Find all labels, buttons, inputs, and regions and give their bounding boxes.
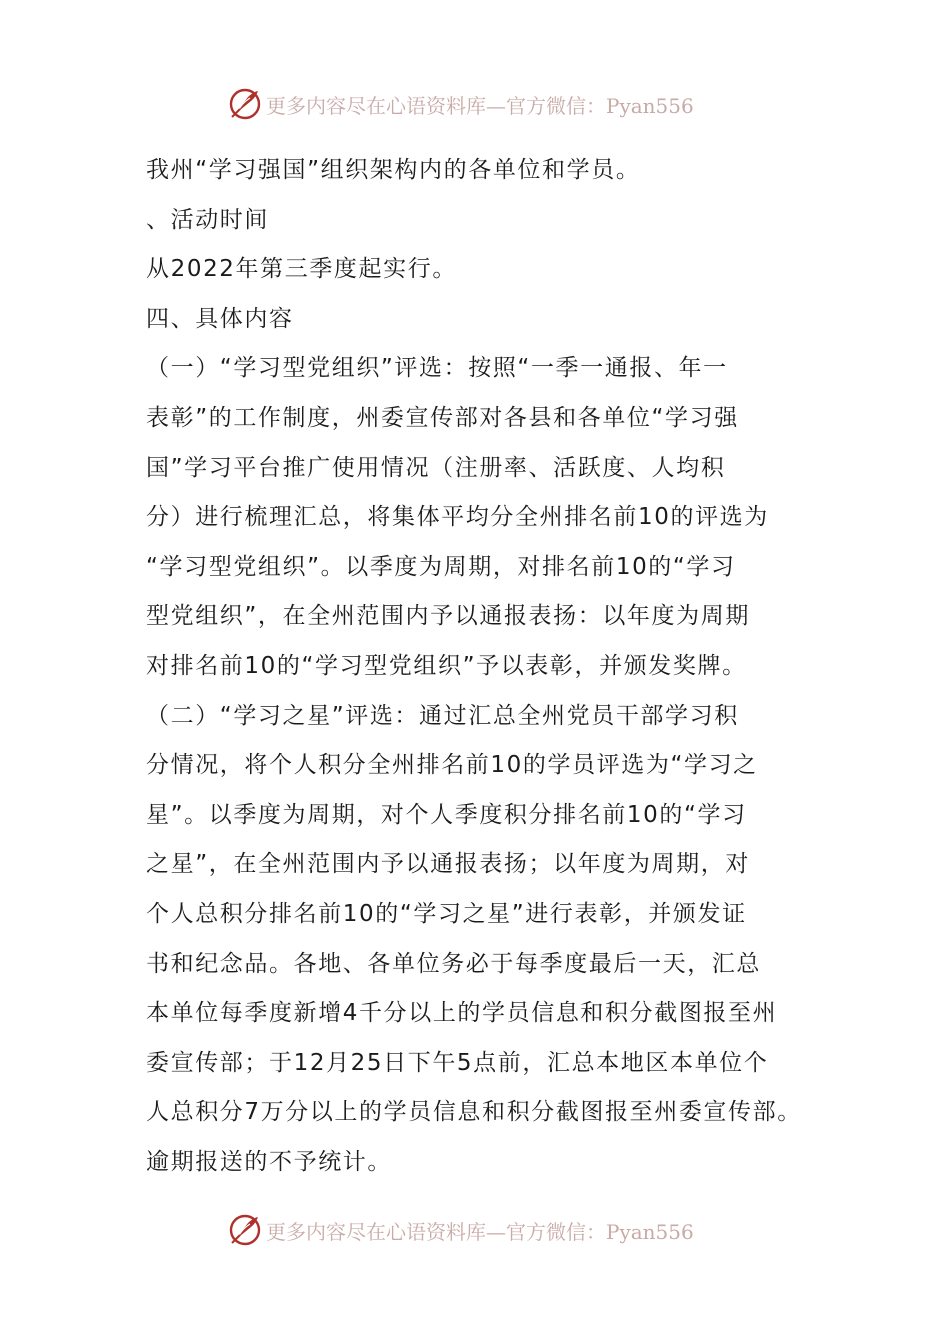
text-line: 之星”，在全州范围内予以通报表扬；以年度为周期，对	[146, 851, 750, 878]
text-line: 分）进行梳理汇总，将集体平均分全州排名前10的评选为	[146, 504, 769, 531]
watermark-text: 更多内容尽在心语资料库—官方微信：Pyan556	[266, 93, 694, 118]
header-watermark	[228, 86, 748, 122]
text-line: 本单位每季度新增4千分以上的学员信息和积分截图报至州	[146, 1000, 778, 1027]
quill-logo-icon	[228, 1213, 262, 1247]
text-line: 书和纪念品。各地、各单位务必于每季度最后一天，汇总	[146, 950, 761, 977]
text-line: 我州“学习强国”组织架构内的各单位和学员。	[146, 157, 641, 183]
text-line: 从2022年第三季度起实行。	[146, 256, 457, 283]
text-line: 逾期报送的不予统计。	[146, 1148, 392, 1175]
text-line: 型党组织”，在全州范围内予以通报表扬：以年度为周期	[146, 603, 750, 630]
text-line: 星”。以季度为周期，对个人季度积分排名前10的“学习	[146, 801, 747, 828]
watermark-text: 更多内容尽在心语资料库—官方微信：Pyan556	[266, 1219, 694, 1244]
text-line: （二）“学习之星”评选：通过汇总全州党员干部学习积	[146, 702, 739, 729]
section-heading: 、活动时间	[146, 206, 269, 233]
text-line: 对排名前10的“学习型党组织”予以表彰，并颁发奖牌。	[146, 652, 747, 679]
text-line: 委宣传部；于12月25日下午5点前，汇总本地区本单位个	[146, 1049, 769, 1076]
text-line: 分情况，将个人积分全州排名前10的学员评选为“学习之	[146, 752, 758, 779]
section-heading: 四、具体内容	[146, 305, 294, 332]
text-line: （一）“学习型党组织”评选：按照“一季一通报、年一	[146, 355, 728, 382]
quill-logo-icon	[228, 87, 262, 121]
text-line: 人总积分7万分以上的学员信息和积分截图报至州委宣传部。	[146, 1099, 802, 1126]
footer-watermark	[228, 1212, 748, 1248]
text-line: 个人总积分排名前10的“学习之星”进行表彰，并颁发证	[146, 900, 747, 927]
text-line: 表彰”的工作制度，州委宣传部对各县和各单位“学习强	[146, 404, 739, 431]
text-line: 国”学习平台推广使用情况（注册率、活跃度、人均积	[146, 454, 726, 481]
text-line: “学习型党组织”。以季度为周期，对排名前10的“学习	[146, 553, 736, 580]
document-body	[146, 146, 826, 1187]
